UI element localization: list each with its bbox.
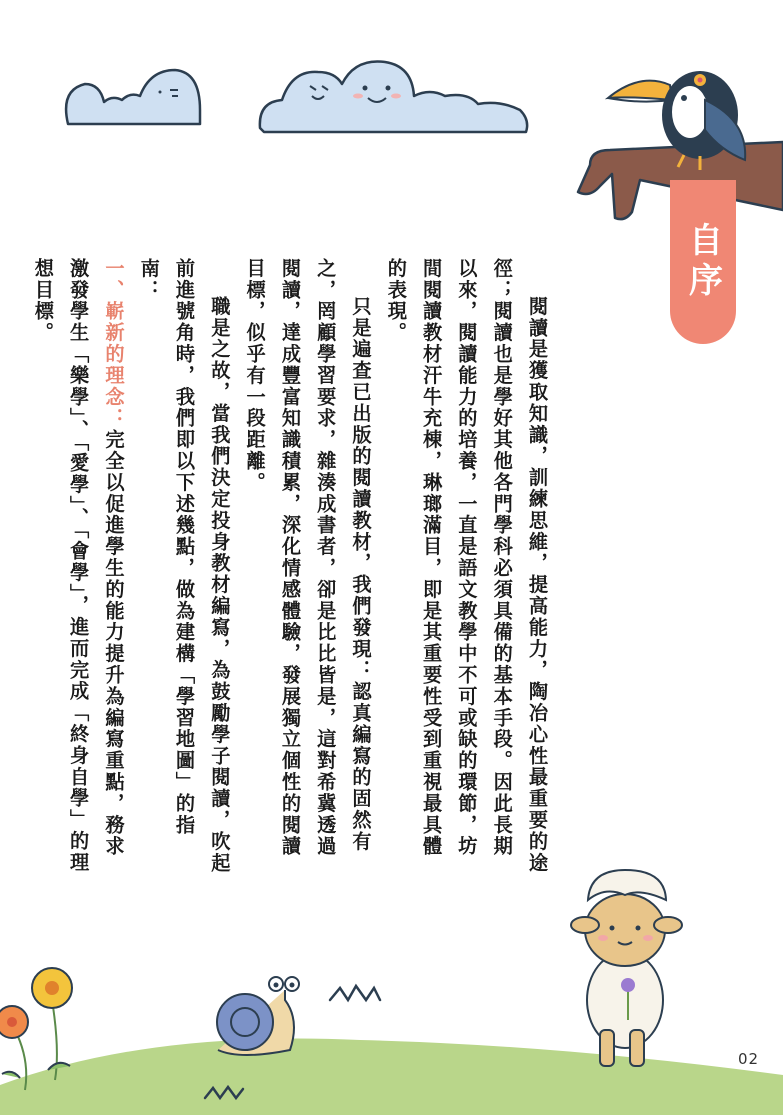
principle-text: 完全以促進學生的能力提升為編寫重點，務求激發學生「樂學」、「愛學」、「會學」，進而完成「終身自學」的理想目標。 <box>31 258 126 874</box>
grass-icon <box>0 986 783 1115</box>
paragraph-2: 只是遍查已出版的閱讀教材，我們發現：認真編寫的固然有之，罔顧學習要求，雜湊成書者，卻是比比皆是，這對希冀透過閱讀，達成豐富知識積累，深化情感體驗，發展獨立個性的閱讀目標，似乎有一段距離。 <box>243 258 373 858</box>
page-number: 02 <box>738 1050 760 1068</box>
sheep-icon <box>571 870 682 1066</box>
paragraph-3: 職是之故，當我們決定投身教材編寫，為鼓勵學子閱讀，吹起前進號角時，我們即以下述幾點，做為建構「學習地圖」的指南： <box>137 258 232 875</box>
page-title-badge <box>670 180 736 344</box>
snail-icon <box>217 977 299 1055</box>
cloud-icon <box>260 61 527 132</box>
preface-body <box>31 258 555 878</box>
cloud-icon <box>66 70 200 124</box>
paragraph-1: 閱讀是獲取知識，訓練思維，提高能力，陶冶心性最重要的途徑；閱讀也是學好其他各門學科必須具備的基本手段。因此長期以來，閱讀能力的培養，一直是語文教學中不可或缺的環節，坊間閱讀教材汗牛充棟，琳瑯滿目，即是其重要性受到重視最具體的表現。 <box>384 258 549 875</box>
principle-heading: 一、嶄新的理念： <box>102 258 126 430</box>
paragraph-4 <box>26 258 132 878</box>
page-title: 自序 <box>682 222 723 302</box>
